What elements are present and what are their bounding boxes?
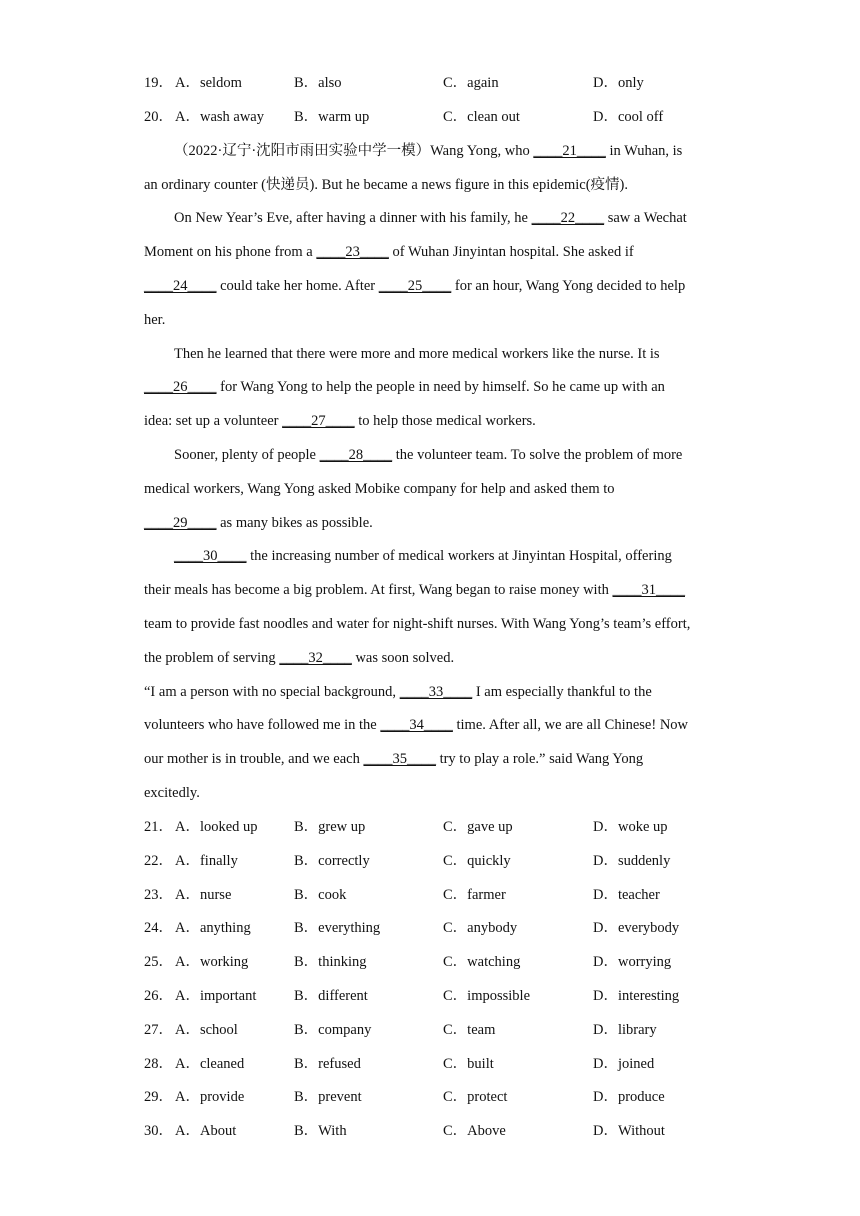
passage-text: saw a Wechat [604, 210, 687, 226]
blank-23: ____23____ [316, 244, 389, 260]
passage-line [144, 412, 744, 430]
question-number: 23． [144, 886, 173, 903]
passage-line [144, 581, 744, 599]
option-c: C．again [443, 75, 499, 91]
option-c: C．farmer [443, 886, 506, 903]
passage-text: idea: set up a volunteer [144, 413, 283, 429]
option-b: B．also [294, 75, 342, 91]
option-b: B．warm up [294, 109, 370, 125]
passage-line [174, 209, 774, 227]
question-options-row [144, 1055, 744, 1073]
passage-text: of Wuhan Jinyintan hospital. She asked if [388, 244, 634, 260]
option-b: B．prevent [294, 1089, 362, 1106]
option-a: A．About [175, 1123, 237, 1140]
option-c: C．gave up [443, 819, 513, 835]
option-d: D．only [593, 75, 644, 91]
passage-line [144, 243, 744, 261]
blank-22: ____22____ [531, 210, 605, 226]
blank-27: ____27____ [282, 413, 355, 429]
option-a: A．important [175, 988, 257, 1004]
passage-text: was soon solved. [351, 650, 455, 666]
question-options-row [144, 886, 744, 904]
question-options-row [144, 953, 744, 971]
question-number: 30． [144, 1123, 173, 1140]
passage-text: excitedly. [144, 785, 200, 801]
blank-35: ____35____ [363, 751, 436, 767]
option-c: C．Above [443, 1123, 506, 1140]
question-options-row [144, 852, 744, 870]
question-options-20 [144, 108, 744, 126]
passage-text: the increasing number of medical workers at Jinyintan Hospital, offering [246, 548, 672, 564]
passage-line [174, 547, 774, 565]
option-b: B．cook [294, 886, 347, 903]
passage-text: volunteers who have followed me in the [144, 717, 381, 733]
blank-21: ____21____ [533, 143, 606, 159]
option-a: A．provide [175, 1089, 245, 1106]
blank-30: ____30____ [174, 548, 247, 564]
passage-line [174, 446, 774, 464]
option-b: B．everything [294, 920, 381, 937]
option-a: A．school [175, 1021, 238, 1038]
option-a: A．cleaned [175, 1055, 245, 1072]
option-d: D．worrying [593, 954, 672, 971]
option-b: B．company [294, 1021, 372, 1038]
option-d: D．joined [593, 1055, 655, 1072]
passage-text: to help those medical workers. [354, 413, 536, 429]
passage-text: her. [144, 312, 166, 328]
passage-text: for an hour, Wang Yong decided to help [451, 278, 686, 294]
blank-31: ____31____ [612, 582, 685, 598]
option-a: A．finally [175, 852, 238, 869]
option-d: D．teacher [593, 886, 660, 903]
option-a: A．nurse [175, 886, 232, 903]
option-d: D．produce [593, 1089, 665, 1106]
question-number: 27． [144, 1021, 173, 1038]
option-c: C．clean out [443, 109, 520, 125]
passage-line [144, 750, 744, 768]
question-options-row [144, 1021, 744, 1039]
passage-line [144, 176, 744, 194]
passage-text: Moment on his phone from a [144, 244, 317, 260]
option-d: D．cool off [593, 109, 664, 125]
option-d: D．suddenly [593, 852, 671, 869]
question-number: 24． [144, 920, 173, 937]
passage-text: an ordinary counter (快递员). But he became a news figure in this epidemic(疫情). [144, 177, 628, 193]
passage-line [144, 277, 744, 295]
option-a: A．wash away [175, 109, 264, 125]
passage-line [174, 345, 774, 363]
question-options-row [144, 818, 744, 836]
option-b: B．refused [294, 1055, 361, 1072]
option-a: A．working [175, 954, 249, 971]
passage-text: （2022·辽宁·沈阳市雨田实验中学一模）Wang Yong, who [174, 143, 534, 159]
blank-26: ____26____ [144, 379, 217, 395]
option-c: C．quickly [443, 852, 511, 869]
passage-line [144, 683, 744, 701]
question-number: 25． [144, 954, 173, 971]
passage-text: Then he learned that there were more and more medical workers like the nurse. It is [174, 346, 660, 362]
blank-28: ____28____ [319, 447, 393, 463]
passage-line [144, 378, 744, 396]
question-number: 22． [144, 852, 173, 869]
passage-text: for Wang Yong to help the people in need by himself. So he came up with an [216, 379, 665, 395]
question-options-row [144, 1088, 744, 1106]
option-a: A．anything [175, 920, 251, 937]
passage-line [144, 615, 744, 633]
option-b: B．thinking [294, 954, 367, 971]
passage-text: team to provide fast noodles and water for night-shift nurses. With Wang Yong’s team’s effort, [144, 616, 691, 632]
question-options-row [144, 919, 744, 937]
option-b: B．With [294, 1123, 347, 1140]
passage-text: medical workers, Wang Yong asked Mobike company for help and asked them to [144, 481, 615, 497]
blank-34: ____34____ [380, 717, 453, 733]
blank-33: ____33____ [399, 684, 473, 700]
passage-text: Sooner, plenty of people [174, 447, 320, 463]
question-number: 28． [144, 1055, 173, 1072]
option-c: C．impossible [443, 988, 531, 1004]
passage-text: our mother is in trouble, and we each [144, 751, 364, 767]
blank-25: ____25____ [378, 278, 452, 294]
option-d: D．library [593, 1021, 657, 1038]
passage-text: I am especially thankful to the [472, 684, 652, 700]
question-number: 20． [144, 109, 173, 125]
blank-24: ____24____ [144, 278, 217, 294]
passage-line [144, 514, 744, 532]
passage-line [144, 716, 744, 734]
passage-text: the volunteer team. To solve the problem of more [392, 447, 683, 463]
option-c: C．anybody [443, 920, 518, 937]
question-options-row [144, 987, 744, 1005]
option-c: C．watching [443, 954, 521, 971]
passage-line [144, 480, 744, 498]
question-number: 29． [144, 1089, 173, 1106]
option-b: B．different [294, 988, 368, 1004]
option-d: D．everybody [593, 920, 680, 937]
question-number: 26． [144, 988, 173, 1004]
passage-text: their meals has become a big problem. At first, Wang began to raise money with [144, 582, 613, 598]
passage-text: time. After all, we are all Chinese! Now [452, 717, 689, 733]
passage-text: try to play a role.” said Wang Yong [435, 751, 644, 767]
option-a: A．looked up [175, 819, 258, 835]
passage-line [144, 311, 744, 329]
option-d: D．woke up [593, 819, 668, 835]
option-b: B．correctly [294, 852, 370, 869]
question-options-row [144, 1122, 744, 1140]
passage-text: “I am a person with no special background, [144, 684, 400, 700]
question-number: 21． [144, 819, 173, 835]
passage-text: On New Year’s Eve, after having a dinner with his family, he [174, 210, 532, 226]
passage-line [144, 784, 744, 802]
blank-32: ____32____ [279, 650, 352, 666]
passage-text: as many bikes as possible. [216, 515, 373, 531]
option-d: D．Without [593, 1123, 665, 1140]
passage-line [144, 649, 744, 667]
option-c: C．team [443, 1021, 496, 1038]
option-d: D．interesting [593, 988, 680, 1004]
passage-text: in Wuhan, is [605, 143, 683, 159]
blank-29: ____29____ [144, 515, 217, 531]
question-options-19 [144, 74, 744, 92]
option-c: C．protect [443, 1089, 508, 1106]
passage-text: could take her home. After [216, 278, 379, 294]
option-c: C．built [443, 1055, 494, 1072]
option-b: B．grew up [294, 819, 366, 835]
option-a: A．seldom [175, 75, 242, 91]
passage-text: the problem of serving [144, 650, 280, 666]
passage-line [174, 142, 774, 160]
question-number: 19． [144, 75, 173, 91]
